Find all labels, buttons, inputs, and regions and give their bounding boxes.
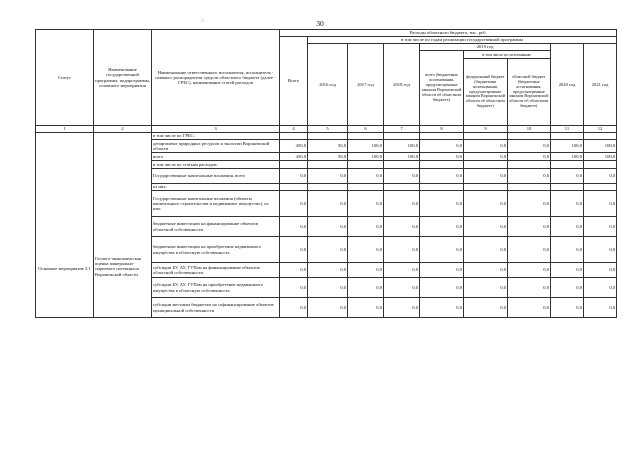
row-value: 0,0 xyxy=(420,169,464,184)
row-value: 0,0 xyxy=(508,263,551,278)
row-value xyxy=(584,184,617,191)
header-total: Всего xyxy=(280,37,308,126)
row-value: 0,0 xyxy=(420,298,464,318)
row-value xyxy=(420,161,464,169)
row-value: 0,0 xyxy=(308,169,348,184)
column-number-7: 7 xyxy=(384,126,420,133)
row-name: Государственные капитальные вложения (объекты капитального строительства и недвижимое имущество), из них: xyxy=(152,191,280,217)
header-col-regional: областной бюджет (бюджетные ассигнования, предусмотренные законом Воронежской области об областном бюджете) xyxy=(509,73,549,109)
row-value: 0,0 xyxy=(348,217,384,237)
row-value: 100,0 xyxy=(384,153,420,161)
row-value: 0,0 xyxy=(508,191,551,217)
column-number-3: 3 xyxy=(152,126,280,133)
row-value: 0,0 xyxy=(384,217,420,237)
row-value xyxy=(420,184,464,191)
row-value: 0,0 xyxy=(464,263,508,278)
row-value: 0,0 xyxy=(308,263,348,278)
header-2019: 2019 год xyxy=(420,44,551,51)
table-row xyxy=(36,133,617,140)
row-value xyxy=(308,161,348,169)
row-value xyxy=(280,161,308,169)
row-value: 0,0 xyxy=(280,191,308,217)
row-name: в том числе по статьям расходов: xyxy=(152,161,280,169)
row-value: 0,0 xyxy=(280,298,308,318)
row-value: 0,0 xyxy=(584,217,617,237)
row-value: 0,0 xyxy=(308,298,348,318)
row-value: 0,0 xyxy=(551,278,584,298)
row-value xyxy=(508,133,551,140)
row-value: 100,0 xyxy=(384,140,420,153)
row-value: 0,0 xyxy=(280,217,308,237)
column-number-9: 9 xyxy=(464,126,508,133)
row-value: 0,0 xyxy=(584,191,617,217)
row-value: 0,0 xyxy=(384,298,420,318)
row-value: 0,0 xyxy=(508,278,551,298)
row-name: субсидии БУ, АУ, ГУПам на финансирование объектов областной собственности xyxy=(152,263,280,278)
row-value: 0,0 xyxy=(420,237,464,263)
header-years-title: в том числе по годам реализации государственной программы xyxy=(308,37,617,44)
row-value: 0,0 xyxy=(308,278,348,298)
column-numbers-row xyxy=(36,126,617,133)
budget-table xyxy=(35,29,617,318)
row-value: 100,0 xyxy=(348,140,384,153)
row-value: 100,0 xyxy=(551,153,584,161)
row-name: из них: xyxy=(152,184,280,191)
column-number-2: 2 xyxy=(94,126,152,133)
row-value: 0,0 xyxy=(464,217,508,237)
row-value: 0,0 xyxy=(384,263,420,278)
header-2018: 2018 год xyxy=(384,44,420,126)
row-value: 0,0 xyxy=(280,169,308,184)
row-name: субсидии БУ, АУ, ГУПам на приобретение недвижимого имущества в областную собственность xyxy=(152,278,280,298)
row-name: всего xyxy=(152,153,280,161)
row-value xyxy=(348,161,384,169)
row-value xyxy=(551,133,584,140)
program-cell: Геолого-экономическая оценка минерально-сырьевого потенциала Воронежской области xyxy=(94,133,152,318)
row-value xyxy=(348,133,384,140)
row-value: 0,0 xyxy=(348,237,384,263)
row-value: 0,0 xyxy=(551,298,584,318)
row-value: 0,0 xyxy=(551,263,584,278)
row-value xyxy=(280,133,308,140)
header-sources-title: в том числе по источникам: xyxy=(464,51,550,59)
row-value: 0,0 xyxy=(464,298,508,318)
row-value xyxy=(551,161,584,169)
row-value: 0,0 xyxy=(420,217,464,237)
page-number: 30 xyxy=(316,19,324,28)
row-value: 0,0 xyxy=(464,153,508,161)
column-number-4: 4 xyxy=(280,126,308,133)
column-number-12: 12 xyxy=(584,126,617,133)
row-name: Государственные капитальные вложения, всего xyxy=(152,169,280,184)
row-value: 0,0 xyxy=(384,237,420,263)
row-value: 100,0 xyxy=(551,140,584,153)
row-value: 0,0 xyxy=(420,263,464,278)
row-value: 100,0 xyxy=(584,140,617,153)
row-value: 0,0 xyxy=(280,237,308,263)
row-name: бюджетные инвестиции на финансирование объектов областной собственности xyxy=(152,217,280,237)
row-value xyxy=(384,184,420,191)
row-value xyxy=(308,133,348,140)
row-value: 0,0 xyxy=(348,278,384,298)
row-value: 0,0 xyxy=(280,263,308,278)
row-name: департамент природных ресурсов и экологии Воронежской области xyxy=(152,140,280,153)
row-name: субсидии местным бюджетам на софинансирование объектов муниципальной собственности xyxy=(152,298,280,318)
row-value: 0,0 xyxy=(464,237,508,263)
header-2017: 2017 год xyxy=(348,44,384,126)
row-value: 0,0 xyxy=(420,278,464,298)
row-value: 450,0 xyxy=(280,153,308,161)
row-value: 0,0 xyxy=(584,278,617,298)
header-col-federal: федеральный бюджет (бюджетные ассигнования, предусмотренные законом Воронежской области об областном бюджете) xyxy=(464,59,508,125)
row-value: 0,0 xyxy=(551,237,584,263)
header-executor-name: Наименование ответственного исполнителя, исполнителя - главного распорядителя средств областного бюджета (далее - ГРБС), наименование статей расходов xyxy=(152,30,280,126)
row-value xyxy=(464,161,508,169)
row-value: 100,0 xyxy=(584,153,617,161)
header-sources xyxy=(464,51,551,126)
row-value: 0,0 xyxy=(348,191,384,217)
row-value: 0,0 xyxy=(551,217,584,237)
row-value: 0,0 xyxy=(384,278,420,298)
row-value: 0,0 xyxy=(308,191,348,217)
column-number-11: 11 xyxy=(551,126,584,133)
row-value: 50,0 xyxy=(308,140,348,153)
row-value xyxy=(584,161,617,169)
row-value: 0,0 xyxy=(508,237,551,263)
row-value: 0,0 xyxy=(551,191,584,217)
row-value xyxy=(551,184,584,191)
row-value xyxy=(464,133,508,140)
row-value: 0,0 xyxy=(384,169,420,184)
header-status: Статус xyxy=(36,30,94,126)
row-value xyxy=(384,161,420,169)
header-2020: 2020 год xyxy=(551,44,584,126)
row-value: 0,0 xyxy=(348,263,384,278)
row-value: 0,0 xyxy=(508,153,551,161)
row-value: 0,0 xyxy=(384,191,420,217)
row-value: 0,0 xyxy=(508,169,551,184)
row-value: 0,0 xyxy=(551,169,584,184)
row-value xyxy=(348,184,384,191)
status-cell: Основное мероприятие 3.1 xyxy=(36,133,94,318)
row-value: 0,0 xyxy=(508,298,551,318)
header-expenses-title: Расходы областного бюджета, тыс. руб. xyxy=(280,30,617,37)
column-number-10: 10 xyxy=(508,126,551,133)
row-value: 450,0 xyxy=(280,140,308,153)
column-number-6: 6 xyxy=(348,126,384,133)
header-row-1 xyxy=(36,30,617,37)
row-value xyxy=(464,184,508,191)
header-2016: 2016 год xyxy=(308,44,348,126)
header-2021: 2021 год xyxy=(584,44,617,126)
row-value: 0,0 xyxy=(584,298,617,318)
row-value: 0,0 xyxy=(584,237,617,263)
page-mark: 3: xyxy=(201,19,205,24)
row-value: 0,0 xyxy=(420,191,464,217)
row-value: 0,0 xyxy=(420,140,464,153)
row-value: 0,0 xyxy=(348,169,384,184)
row-value xyxy=(384,133,420,140)
row-value: 0,0 xyxy=(584,263,617,278)
row-name: в том числе по ГРБС: xyxy=(152,133,280,140)
row-value: 0,0 xyxy=(280,278,308,298)
row-value xyxy=(584,133,617,140)
row-name: бюджетные инвестиции на приобретение недвижимого имущества в областную собственность xyxy=(152,237,280,263)
column-number-1: 1 xyxy=(36,126,94,133)
row-value xyxy=(508,161,551,169)
row-value: 0,0 xyxy=(464,278,508,298)
row-value xyxy=(508,184,551,191)
header-program-name: Наименование государственной программы, подпрограммы, основного мероприятия xyxy=(94,30,152,126)
row-value: 0,0 xyxy=(308,217,348,237)
row-value: 0,0 xyxy=(464,140,508,153)
column-number-8: 8 xyxy=(420,126,464,133)
row-value: 0,0 xyxy=(584,169,617,184)
row-value: 0,0 xyxy=(508,140,551,153)
row-value: 50,0 xyxy=(308,153,348,161)
row-value: 0,0 xyxy=(464,169,508,184)
row-value: 0,0 xyxy=(420,153,464,161)
row-value: 0,0 xyxy=(508,217,551,237)
row-value xyxy=(420,133,464,140)
row-value: 0,0 xyxy=(464,191,508,217)
row-value: 0,0 xyxy=(308,237,348,263)
header-col-all: всего (бюджетные ассигнования, предусмотренные законом Воронежской области об областном бюджете) xyxy=(420,51,464,126)
column-number-5: 5 xyxy=(308,126,348,133)
row-value: 100,0 xyxy=(348,153,384,161)
row-value xyxy=(308,184,348,191)
row-value: 0,0 xyxy=(348,298,384,318)
row-value xyxy=(280,184,308,191)
